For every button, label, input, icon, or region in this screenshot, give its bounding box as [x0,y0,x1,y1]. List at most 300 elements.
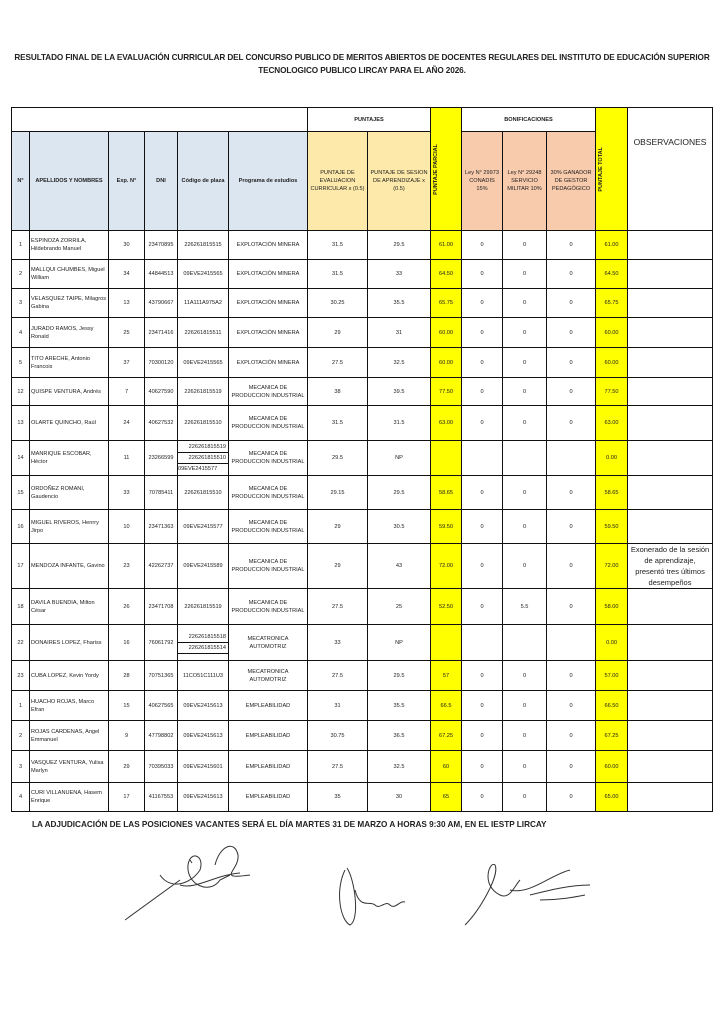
total-score: 58.00 [596,589,628,625]
plaza-code: 226261815519 [178,589,229,625]
title-line-1: RESULTADO FINAL DE LA EVALUACIÓN CURRICULAR DEL CONCURSO PUBLICO DE MERITOS ABIERTOS DE DOCENTES REGULARES DEL INSTITUTO DE EDUCACIÓN SUPERIOR [14,53,710,62]
dni: 47798802 [145,721,178,751]
conadis-header: Ley N° 29973 CONADIS 15% [462,132,503,231]
program: EXPLOTACIÓN MINERA [229,231,308,260]
row-number: 23 [12,661,30,691]
gestor-bonus: 0 [547,661,596,691]
exp-number: 25 [109,318,145,348]
gestor-bonus: 0 [547,544,596,589]
conadis-bonus: 0 [462,691,503,721]
military-bonus: 0 [503,783,547,812]
military-bonus [503,625,547,661]
eval-score: 33 [308,625,368,661]
program: EXPLOTACIÓN MINERA [229,260,308,289]
eval-score: 31.5 [308,260,368,289]
plaza-code: 09EVE2415613 [178,691,229,721]
applicant-name: CUBA LOPEZ, Kevin Yordy [30,661,109,691]
table-row [12,348,713,378]
military-bonus: 0 [503,318,547,348]
partial-score: 77.50 [431,378,462,406]
conadis-bonus: 0 [462,289,503,318]
program: MECANICA DE PRODUCCION INDUSTRIAL [229,589,308,625]
exp-number: 34 [109,260,145,289]
row-number: 17 [12,544,30,589]
plaza-code [178,625,229,661]
program: EMPLEABILIDAD [229,751,308,783]
observations: Exonerado de la sesión de aprendizaje, presentó tres últimos desempeños [628,544,713,589]
applicant-name: MENDOZA INFANTE, Gavino [30,544,109,589]
military-bonus: 0 [503,378,547,406]
exp-number: 17 [109,783,145,812]
partial-score: 61.00 [431,231,462,260]
conadis-bonus: 0 [462,378,503,406]
row-number: 18 [12,589,30,625]
total-score: 0.00 [596,625,628,661]
applicant-name: ORDOÑEZ ROMANI, Gaudencio [30,476,109,510]
eval-score: 27.5 [308,751,368,783]
observations [628,231,713,260]
conadis-bonus: 0 [462,589,503,625]
dni: 40627532 [145,406,178,441]
table-row [12,661,713,691]
exp-number: 33 [109,476,145,510]
program: MECANICA DE PRODUCCION INDUSTRIAL [229,406,308,441]
table-row [12,691,713,721]
military-bonus: 0 [503,721,547,751]
applicant-name: OLARTE QUINCHO, Raúl [30,406,109,441]
conadis-bonus: 0 [462,476,503,510]
gestor-bonus: 0 [547,721,596,751]
total-score: 58.65 [596,476,628,510]
observations [628,510,713,544]
program: EXPLOTACIÓN MINERA [229,318,308,348]
session-score: 25 [368,589,431,625]
dni: 44844513 [145,260,178,289]
blank-header [12,108,308,132]
table-row [12,231,713,260]
eval-score: 29 [308,544,368,589]
conadis-bonus: 0 [462,783,503,812]
eval-score: 31 [308,691,368,721]
conadis-bonus: 0 [462,751,503,783]
observations [628,589,713,625]
plaza-code: 226261815510 [178,406,229,441]
observations [628,661,713,691]
applicant-name: ROJAS CARDENAS, Angel Emmanuel [30,721,109,751]
plaza-code: 11CO51C111U3 [178,661,229,691]
applicant-name: MALLQUI CHUMBES, Miguel William [30,260,109,289]
total-score: 60.00 [596,318,628,348]
eval-score: 27.5 [308,348,368,378]
observations [628,348,713,378]
total-score: 60.00 [596,348,628,378]
dni: 42262737 [145,544,178,589]
conadis-bonus [462,625,503,661]
plaza-code: 226261815510 [178,476,229,510]
dni: 70785411 [145,476,178,510]
table-row [12,378,713,406]
dni: 23471416 [145,318,178,348]
exp-number: 9 [109,721,145,751]
session-score: 32.5 [368,751,431,783]
dni-header: DNI [145,132,178,231]
session-score: 29.5 [368,661,431,691]
eval-score: 29.15 [308,476,368,510]
plaza-code-item: 09EVE2415577 [178,466,218,472]
exp-number: 11 [109,441,145,476]
eval-score: 38 [308,378,368,406]
plaza-code: 226261815511 [178,318,229,348]
exp-number: 23 [109,544,145,589]
gestor-bonus: 0 [547,691,596,721]
gestor-bonus: 0 [547,783,596,812]
applicant-name: ESPINOZA ZORRILA, Hildebrando Manuel [30,231,109,260]
row-number: 13 [12,406,30,441]
eval-score: 29 [308,318,368,348]
document-title [0,51,724,77]
applicant-name: QUISPE VENTURA, Andrés [30,378,109,406]
program: MECATRONICA AUTOMOTRIZ [229,625,308,661]
table-row [12,476,713,510]
exp-header: Exp. N° [109,132,145,231]
partial-score [431,441,462,476]
session-score: 31 [368,318,431,348]
plaza-code-item: 226261815514 [178,643,228,654]
table-row [12,751,713,783]
applicant-name: MIGUEL RIVEROS, Henrry Jirpo [30,510,109,544]
partial-score: 67.25 [431,721,462,751]
puntajes-header: PUNTAJES [308,108,431,132]
observations [628,721,713,751]
eval-score: 31.5 [308,231,368,260]
plaza-code-item: 226261815519 [178,442,228,453]
total-header-text: PUNTAJE TOTAL [598,146,605,192]
total-score: 64.50 [596,260,628,289]
partial-score: 65.75 [431,289,462,318]
observations [628,691,713,721]
dni: 70751365 [145,661,178,691]
dni: 43790667 [145,289,178,318]
row-number: 2 [12,721,30,751]
gestor-bonus: 0 [547,378,596,406]
total-score: 59.50 [596,510,628,544]
session-score: NP [368,441,431,476]
observations [628,441,713,476]
program: EXPLOTACIÓN MINERA [229,289,308,318]
plaza-code: 09EVE2415613 [178,783,229,812]
gestor-bonus: 0 [547,510,596,544]
military-bonus: 0 [503,661,547,691]
plaza-code: 226261815515 [178,231,229,260]
gestor-bonus [547,441,596,476]
plaza-code: 09EVE2415565 [178,260,229,289]
session-score: 30 [368,783,431,812]
row-number: 4 [12,318,30,348]
observations [628,260,713,289]
program: MECANICA DE PRODUCCION INDUSTRIAL [229,476,308,510]
program: MECANICA DE PRODUCCION INDUSTRIAL [229,441,308,476]
observations [628,783,713,812]
session-score: 29.5 [368,231,431,260]
dni: 23471363 [145,510,178,544]
plaza-code: 09EVE2415577 [178,510,229,544]
plaza-code [178,441,229,476]
partial-score: 52.50 [431,589,462,625]
observations [628,318,713,348]
military-bonus: 0 [503,751,547,783]
conadis-bonus: 0 [462,721,503,751]
exp-number: 37 [109,348,145,378]
table-row [12,441,713,476]
partial-score: 60 [431,751,462,783]
observations [628,289,713,318]
observations [628,378,713,406]
conadis-bonus [462,441,503,476]
title-line-2: TECNOLOGICO PUBLICO LIRCAY PARA EL AÑO 2026. [258,66,466,75]
partial-score: 72.00 [431,544,462,589]
row-number: 1 [12,691,30,721]
gestor-bonus: 0 [547,406,596,441]
session-score: 39.5 [368,378,431,406]
row-number: 4 [12,783,30,812]
program: EXPLOTACIÓN MINERA [229,348,308,378]
table-row [12,510,713,544]
eval-score: 29 [308,510,368,544]
plaza-code: 09EVE2415589 [178,544,229,589]
observaciones-header: OBSERVACIONES [628,108,713,231]
gestor-bonus: 0 [547,348,596,378]
applicant-name: CURI VILLANUENA, Hasem Enrique [30,783,109,812]
exp-number: 30 [109,231,145,260]
eval-score: 29.5 [308,441,368,476]
total-score: 61.00 [596,231,628,260]
total-score: 67.25 [596,721,628,751]
signature-2 [325,860,415,930]
table-row [12,318,713,348]
session-score: 43 [368,544,431,589]
gestor-bonus: 0 [547,289,596,318]
table-row [12,406,713,441]
partial-score: 57 [431,661,462,691]
partial-score: 63.00 [431,406,462,441]
military-bonus: 0 [503,476,547,510]
plaza-code: 09EVE2415601 [178,751,229,783]
row-number: 3 [12,289,30,318]
militar-header: Ley N° 29248 SERVICIO MILITAR 10% [503,132,547,231]
military-bonus: 0 [503,510,547,544]
adjudication-notice: LA ADJUDICACIÓN DE LAS POSICIONES VACANTES SERÁ EL DÍA MARTES 31 DE MARZO A HORAS 9:30 AM, EN EL IESTP LIRCAY [32,820,547,829]
row-number: 1 [12,231,30,260]
plaza-code-item: 226261815518 [178,632,228,643]
gestor-bonus [547,625,596,661]
parcial-header [431,108,462,231]
session-score: 33 [368,260,431,289]
applicant-name: DAVILA BUENDIA, Milton César [30,589,109,625]
session-score: 32.5 [368,348,431,378]
plaza-code-item: 226261815510 [178,453,228,464]
observations [628,406,713,441]
gestor-header: 30% GANADOR DE GESTOR PEDAGÓGICO [547,132,596,231]
dni: 23470895 [145,231,178,260]
exp-number: 7 [109,378,145,406]
plaza-code: 09EVE2415565 [178,348,229,378]
partial-score: 60.00 [431,348,462,378]
dni: 70395033 [145,751,178,783]
military-bonus: 0 [503,231,547,260]
results-table [11,107,713,812]
signature-1 [120,835,260,925]
total-header [596,108,628,231]
partial-score: 60.00 [431,318,462,348]
row-number: 14 [12,441,30,476]
total-score: 63.00 [596,406,628,441]
eval-score: 30.75 [308,721,368,751]
exp-number: 28 [109,661,145,691]
table-row [12,289,713,318]
conadis-bonus: 0 [462,406,503,441]
military-bonus [503,441,547,476]
conadis-bonus: 0 [462,661,503,691]
applicant-name: HUACHO ROJAS, Marco Efran [30,691,109,721]
session-score: NP [368,625,431,661]
table-row [12,783,713,812]
applicant-name: VASQUEZ VENTURA, Yulisa Marlyn [30,751,109,783]
military-bonus: 0 [503,348,547,378]
signature-3 [460,855,600,930]
military-bonus: 0 [503,289,547,318]
partial-score: 65 [431,783,462,812]
partial-score: 66.5 [431,691,462,721]
military-bonus: 0 [503,260,547,289]
eval-score: 30.25 [308,289,368,318]
military-bonus: 0 [503,544,547,589]
plaza-code: 11A111A975A2 [178,289,229,318]
session-score: 30.5 [368,510,431,544]
total-score: 57.00 [596,661,628,691]
observations [628,476,713,510]
total-score: 77.50 [596,378,628,406]
plaza-code: 226261815519 [178,378,229,406]
table-row [12,260,713,289]
row-number: 15 [12,476,30,510]
applicant-name: MANRIQUE ESCOBAR, Héctor [30,441,109,476]
bonificaciones-header: BONIFICACIONES [462,108,596,132]
total-score: 66.50 [596,691,628,721]
plaza-header: Código de plaza [178,132,229,231]
row-number: 5 [12,348,30,378]
eval-header: PUNTAJE DE EVALUACION CURRICULAR x (0.5) [308,132,368,231]
table-row [12,721,713,751]
partial-score: 58.65 [431,476,462,510]
dni: 70300120 [145,348,178,378]
gestor-bonus: 0 [547,260,596,289]
session-score: 35.5 [368,691,431,721]
total-score: 65.75 [596,289,628,318]
total-score: 0.00 [596,441,628,476]
dni: 76061792 [145,625,178,661]
applicant-name: JURADO RAMOS, Jessy Ronald [30,318,109,348]
row-number: 22 [12,625,30,661]
applicant-name: TITO ARECHE, Antonio Francois [30,348,109,378]
military-bonus: 5.5 [503,589,547,625]
conadis-bonus: 0 [462,510,503,544]
exp-number: 15 [109,691,145,721]
conadis-bonus: 0 [462,260,503,289]
partial-score [431,625,462,661]
eval-score: 27.5 [308,661,368,691]
gestor-bonus: 0 [547,751,596,783]
programa-header: Programa de estudios [229,132,308,231]
eval-score: 35 [308,783,368,812]
conadis-bonus: 0 [462,318,503,348]
eval-score: 27.5 [308,589,368,625]
partial-score: 64.50 [431,260,462,289]
exp-number: 29 [109,751,145,783]
table-row [12,544,713,589]
row-number: 16 [12,510,30,544]
conadis-bonus: 0 [462,231,503,260]
dni: 41167553 [145,783,178,812]
session-score: 29.5 [368,476,431,510]
conadis-bonus: 0 [462,544,503,589]
sesion-header: PUNTAJE DE SESION DE APRENDIZAJE x (0.5) [368,132,431,231]
program: MECATRONICA AUTOMOTRIZ [229,661,308,691]
dni: 23266599 [145,441,178,476]
program: EMPLEABILIDAD [229,691,308,721]
military-bonus: 0 [503,691,547,721]
session-score: 31.5 [368,406,431,441]
dni: 40627590 [145,378,178,406]
row-number: 2 [12,260,30,289]
plaza-code: 09EVE2415613 [178,721,229,751]
program: MECANICA DE PRODUCCION INDUSTRIAL [229,544,308,589]
program: MECANICA DE PRODUCCION INDUSTRIAL [229,378,308,406]
exp-number: 26 [109,589,145,625]
gestor-bonus: 0 [547,318,596,348]
parcial-header-text: PUNTAJE PARCIAL [433,143,439,195]
observations [628,751,713,783]
table-row [12,625,713,661]
total-score: 60.00 [596,751,628,783]
dni: 40627565 [145,691,178,721]
row-number: 3 [12,751,30,783]
gestor-bonus: 0 [547,589,596,625]
total-score: 72.00 [596,544,628,589]
applicant-name: DONAIRES LOPEZ, Fhariss [30,625,109,661]
dni: 23471708 [145,589,178,625]
row-number: 12 [12,378,30,406]
eval-score: 31.5 [308,406,368,441]
session-score: 35.5 [368,289,431,318]
applicant-name: VELASQUEZ TAIPE, Milagros Gabina [30,289,109,318]
gestor-bonus: 0 [547,231,596,260]
nombres-header: APELLIDOS Y NOMBRES [30,132,109,231]
military-bonus: 0 [503,406,547,441]
exp-number: 24 [109,406,145,441]
exp-number: 10 [109,510,145,544]
program: EMPLEABILIDAD [229,783,308,812]
partial-score: 59.50 [431,510,462,544]
exp-number: 16 [109,625,145,661]
observations [628,625,713,661]
program: MECANICA DE PRODUCCION INDUSTRIAL [229,510,308,544]
gestor-bonus: 0 [547,476,596,510]
total-score: 65.00 [596,783,628,812]
session-score: 36.5 [368,721,431,751]
n-header: N° [12,132,30,231]
exp-number: 13 [109,289,145,318]
table-row [12,589,713,625]
